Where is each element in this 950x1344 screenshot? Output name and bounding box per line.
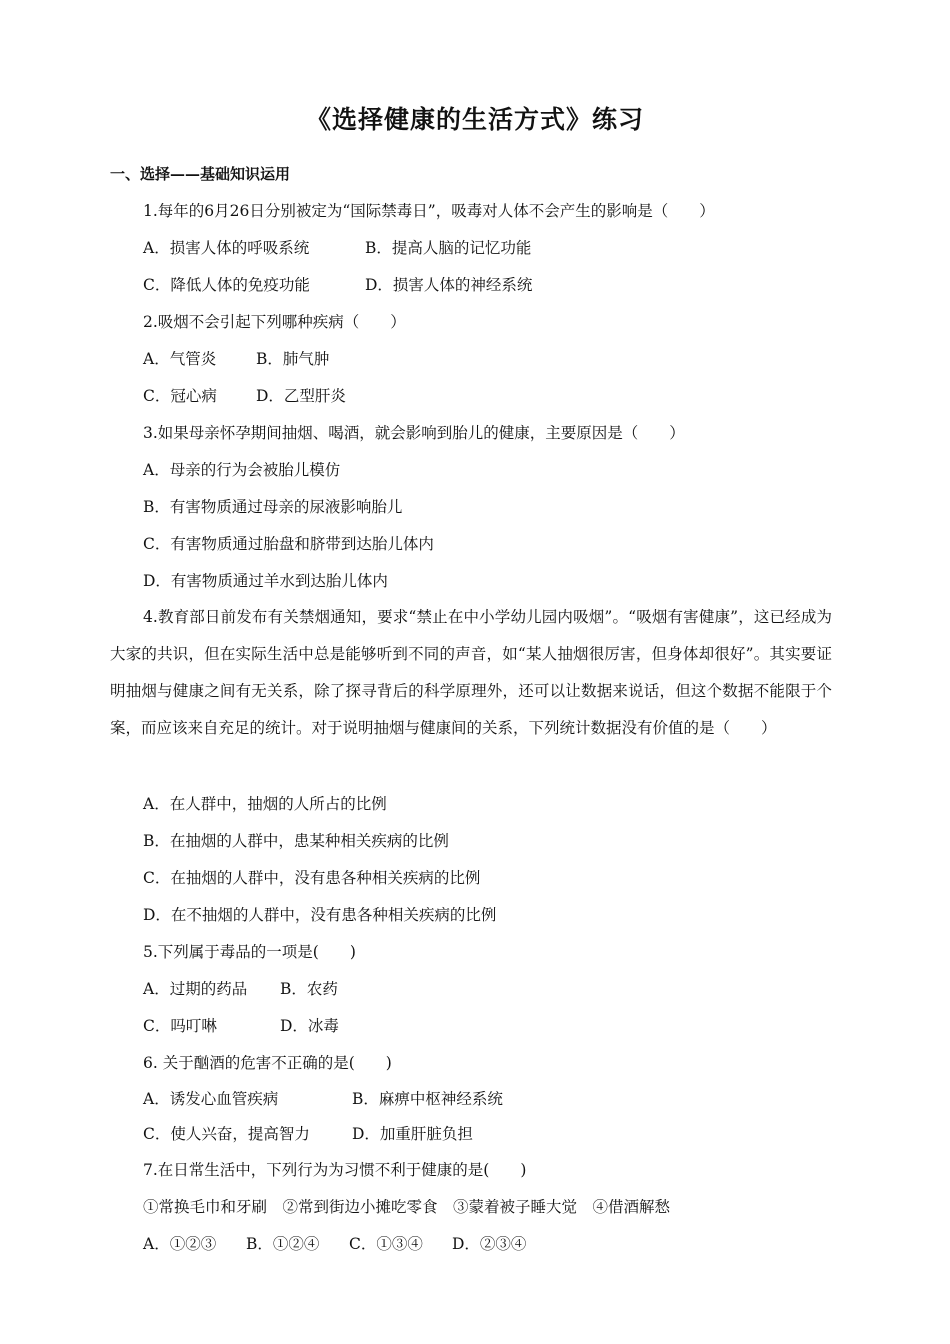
question-5-options-row-1 [143,979,338,999]
question-2-option-a: A．气管炎 [143,350,217,368]
question-2-options-row-2 [143,386,346,406]
question-1-stem: 1.每年的6月26日分别被定为“国际禁毒日”，吸毒对人体不会产生的影响是（ ） [143,202,715,220]
question-7-stem: 7.在日常生活中，下列行为为习惯不利于健康的是( ) [143,1161,527,1179]
question-6-option-b: B．麻痹中枢神经系统 [352,1090,503,1108]
question-1-options-row-1 [143,238,531,258]
question-2-options-row-1 [143,349,329,369]
question-5-option-a: A．过期的药品 [143,980,248,998]
question-1-option-c: C．降低人体的免疫功能 [143,276,310,294]
question-1-options-row-2 [143,275,532,295]
question-5-option-b: B．农药 [280,980,338,998]
question-2-option-d: D．乙型肝炎 [256,387,346,405]
section-heading: 一、选择——基础知识运用 [110,165,291,183]
question-4-option-a: A．在人群中，抽烟的人所占的比例 [143,795,387,813]
question-6-option-c: C．使人兴奋，提高智力 [143,1125,310,1143]
question-7-option-d: D．②③④ [452,1235,527,1253]
question-3-stem: 3.如果母亲怀孕期间抽烟、喝酒，就会影响到胎儿的健康，主要原因是（ ） [143,424,685,442]
question-2-stem: 2.吸烟不会引起下列哪种疾病（ ） [143,313,406,331]
question-5-option-c: C．吗叮啉 [143,1017,217,1035]
question-4-option-c: C．在抽烟的人群中，没有患各种相关疾病的比例 [143,869,481,887]
question-5-options-row-2 [143,1016,339,1036]
page-title: 《选择健康的生活方式》练习 [305,105,644,134]
question-4-option-d: D．在不抽烟的人群中，没有患各种相关疾病的比例 [143,906,497,924]
question-4-stem: 4.教育部日前发布有关禁烟通知，要求“禁止在中小学幼儿园内吸烟”。“吸烟有害健康”，这已经成为大家的共识，但在实际生活中总是能够听到不同的声音，如“某人抽烟很厉害，但身体却很好”。其实要证明抽烟与健康之间有无关系，除了探寻背后的科学原理外，还可以让数据来说话，但这个数据不能限于个案，而应该来自充足的统计。对于说明抽烟与健康间的关系，下列统计数据没有价值的是（ ） [110,608,832,737]
question-7-option-b: B．①②④ [246,1235,320,1253]
question-7-option-c: C．①③④ [349,1235,423,1253]
question-3-option-d: D．有害物质通过羊水到达胎儿体内 [143,572,388,590]
question-3-option-b: B．有害物质通过母亲的尿液影响胎儿 [143,498,403,516]
question-7-options-row [143,1234,526,1254]
question-2-option-b: B．肺气肿 [256,350,330,368]
question-1-option-a: A．损害人体的呼吸系统 [143,239,310,257]
question-6-option-d: D．加重肝脏负担 [352,1125,473,1143]
question-6-stem: 6. 关于酗酒的危害不正确的是( ) [143,1054,392,1072]
question-4-option-b: B．在抽烟的人群中，患某种相关疾病的比例 [143,832,449,850]
question-2-option-c: C．冠心病 [143,387,217,405]
question-5-option-d: D．冰毒 [280,1017,339,1035]
question-7-statements: ①常换毛巾和牙刷 ②常到街边小摊吃零食 ③蒙着被子睡大觉 ④借酒解愁 [143,1198,671,1216]
question-1-option-d: D．损害人体的神经系统 [365,276,533,294]
question-1-option-b: B．提高人脑的记忆功能 [365,239,532,257]
question-3-option-c: C．有害物质通过胎盘和脐带到达胎儿体内 [143,535,434,553]
question-5-stem: 5.下列属于毒品的一项是( ) [143,943,356,961]
question-7-option-a: A．①②③ [143,1235,217,1253]
question-3-option-a: A．母亲的行为会被胎儿模仿 [143,461,341,479]
question-6-options-row-1 [143,1089,503,1109]
question-6-options-row-2 [143,1124,473,1144]
question-6-option-a: A．诱发心血管疾病 [143,1090,279,1108]
